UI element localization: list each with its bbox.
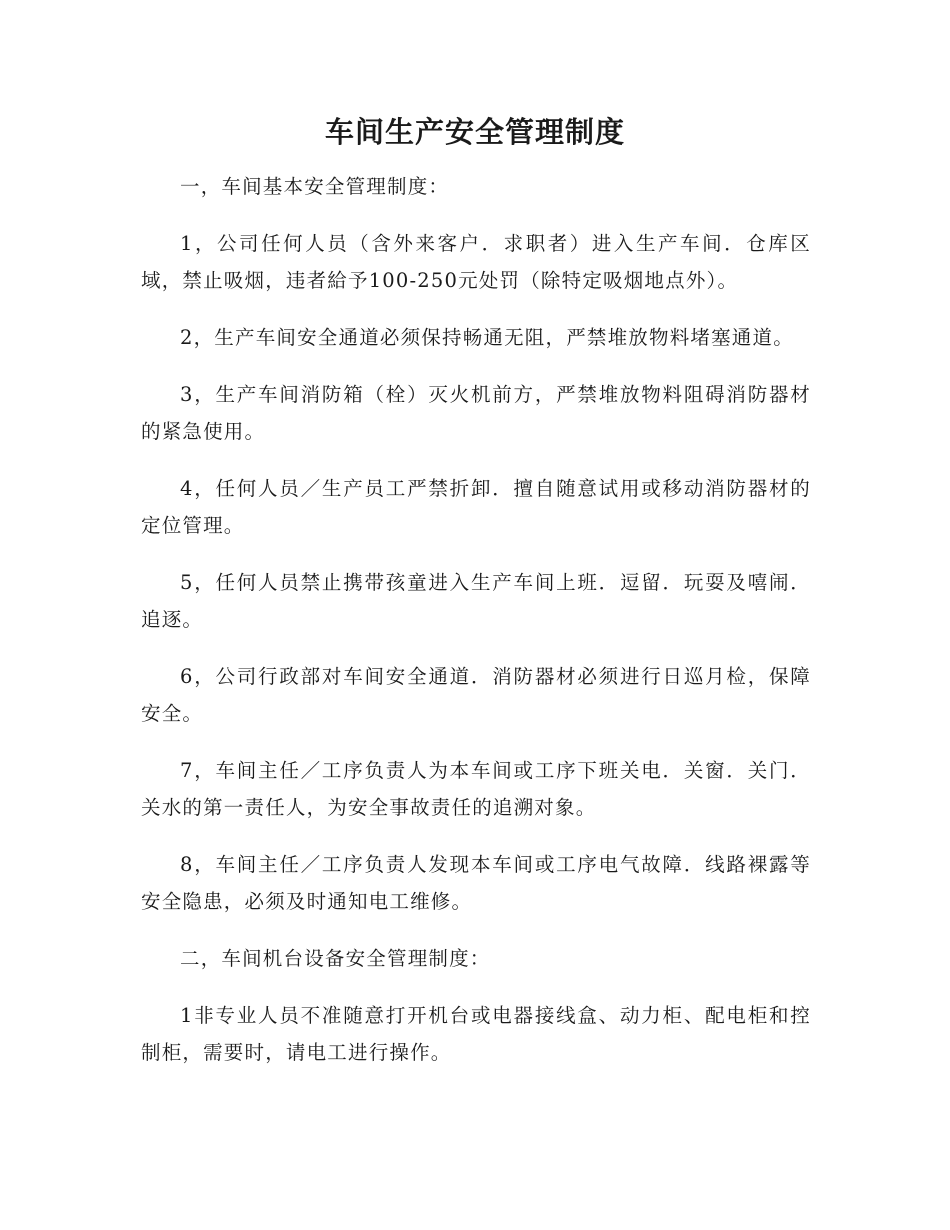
rule-paragraph: 3，生产车间消防箱（栓）灭火机前方，严禁堆放物料阻碍消防器材的紧急使用。 [141, 383, 811, 443]
document-title: 车间生产安全管理制度 [324, 115, 625, 149]
document-body [141, 168, 811, 1091]
rule-paragraph: 4，任何人员／生产员工严禁折卸．擅自随意试用或移动消防器材的定位管理。 [141, 477, 811, 537]
rule-paragraph: 5，任何人员禁止携带孩童进入生产车间上班．逗留．玩耍及嘻闹．追逐。 [141, 571, 811, 631]
section-heading: 一，车间基本安全管理制度： [180, 175, 450, 198]
section-heading: 二，车间机台设备安全管理制度： [180, 947, 491, 970]
rule-paragraph: 7，车间主任／工序负责人为本车间或工序下班关电．关窗．关门．关水的第一责任人，为安全事故责任的追溯对象。 [141, 759, 811, 819]
rule-paragraph: 1非专业人员不准随意打开机台或电器接线盒、动力柜、配电柜和控制柜，需要时，请电工进行操作。 [141, 1004, 811, 1064]
rule-paragraph: 6，公司行政部对车间安全通道．消防器材必须进行日巡月检，保障安全。 [141, 665, 811, 725]
rule-paragraph: 8，车间主任／工序负责人发现本车间或工序电气故障．线路裸露等安全隐患，必须及时通知电工维修。 [141, 853, 811, 913]
rule-paragraph: 1，公司任何人员（含外来客户．求职者）进入生产车间．仓库区域，禁止吸烟，违者給予100-250元处罚（除特定吸烟地点外）。 [141, 232, 811, 292]
rule-paragraph: 2，生产车间安全通道必须保持畅通无阻，严禁堆放物料堵塞通道。 [180, 326, 794, 349]
